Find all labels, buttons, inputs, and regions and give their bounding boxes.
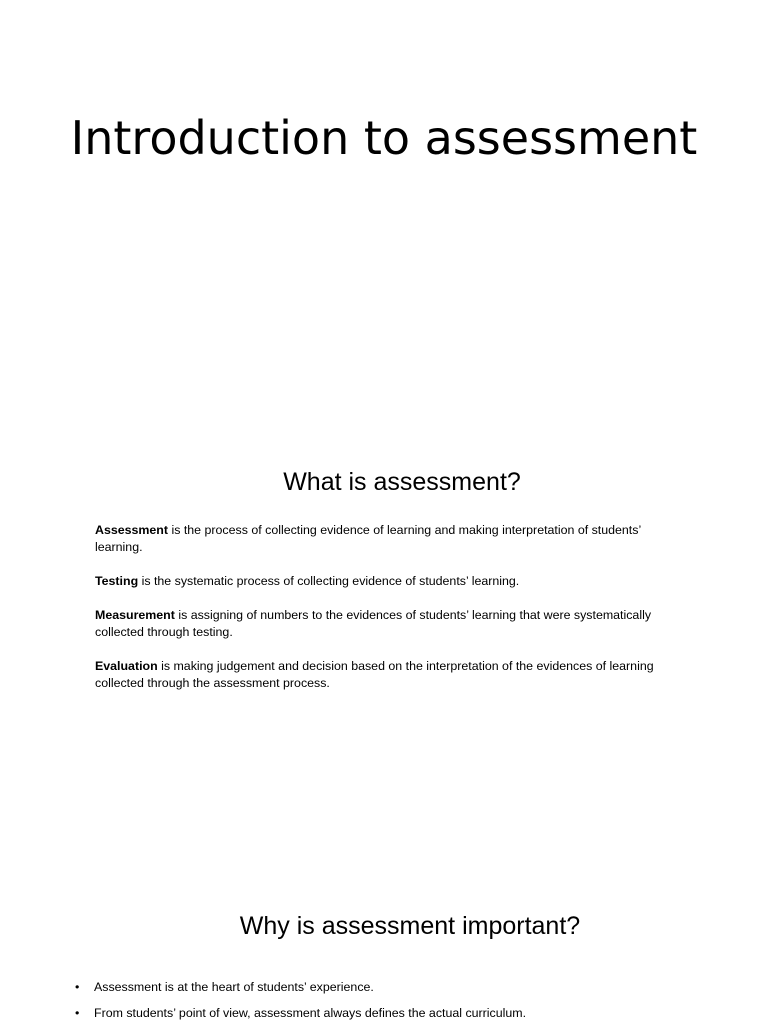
bullet-text: From students’ point of view, assessment always defines the actual curriculum. xyxy=(94,1006,527,1020)
definition-assessment xyxy=(95,522,685,556)
definition-text: is making judgement and decision based on the interpretation of the evidences of learning collected through the assessment process. xyxy=(95,659,654,690)
section-heading-what-is-assessment: What is assessment? xyxy=(283,468,521,496)
definition-text: is the process of collecting evidence of learning and making interpretation of students’ learning. xyxy=(95,523,641,554)
definition-term: Evaluation xyxy=(95,659,158,673)
importance-bullet-list xyxy=(75,979,695,1031)
section-heading-why-assessment-important: Why is assessment important? xyxy=(239,912,581,940)
definitions-list xyxy=(95,522,685,709)
bullet-icon: • xyxy=(75,980,80,994)
list-item xyxy=(75,979,695,996)
definition-text: is the systematic process of collecting evidence of students’ learning. xyxy=(138,574,520,588)
definition-measurement xyxy=(95,607,685,641)
definition-term: Assessment xyxy=(95,523,169,537)
page-title: Introduction to assessment xyxy=(70,111,698,165)
definition-text: is assigning of numbers to the evidences of students’ learning that were systematically collected through testing. xyxy=(95,608,652,639)
definition-term: Measurement xyxy=(95,608,175,622)
bullet-icon: • xyxy=(75,1006,80,1020)
definition-testing xyxy=(95,573,685,590)
definition-evaluation xyxy=(95,658,685,692)
list-item xyxy=(75,1005,695,1022)
definition-term: Testing xyxy=(95,574,139,588)
bullet-text: Assessment is at the heart of students’ experience. xyxy=(94,980,374,994)
